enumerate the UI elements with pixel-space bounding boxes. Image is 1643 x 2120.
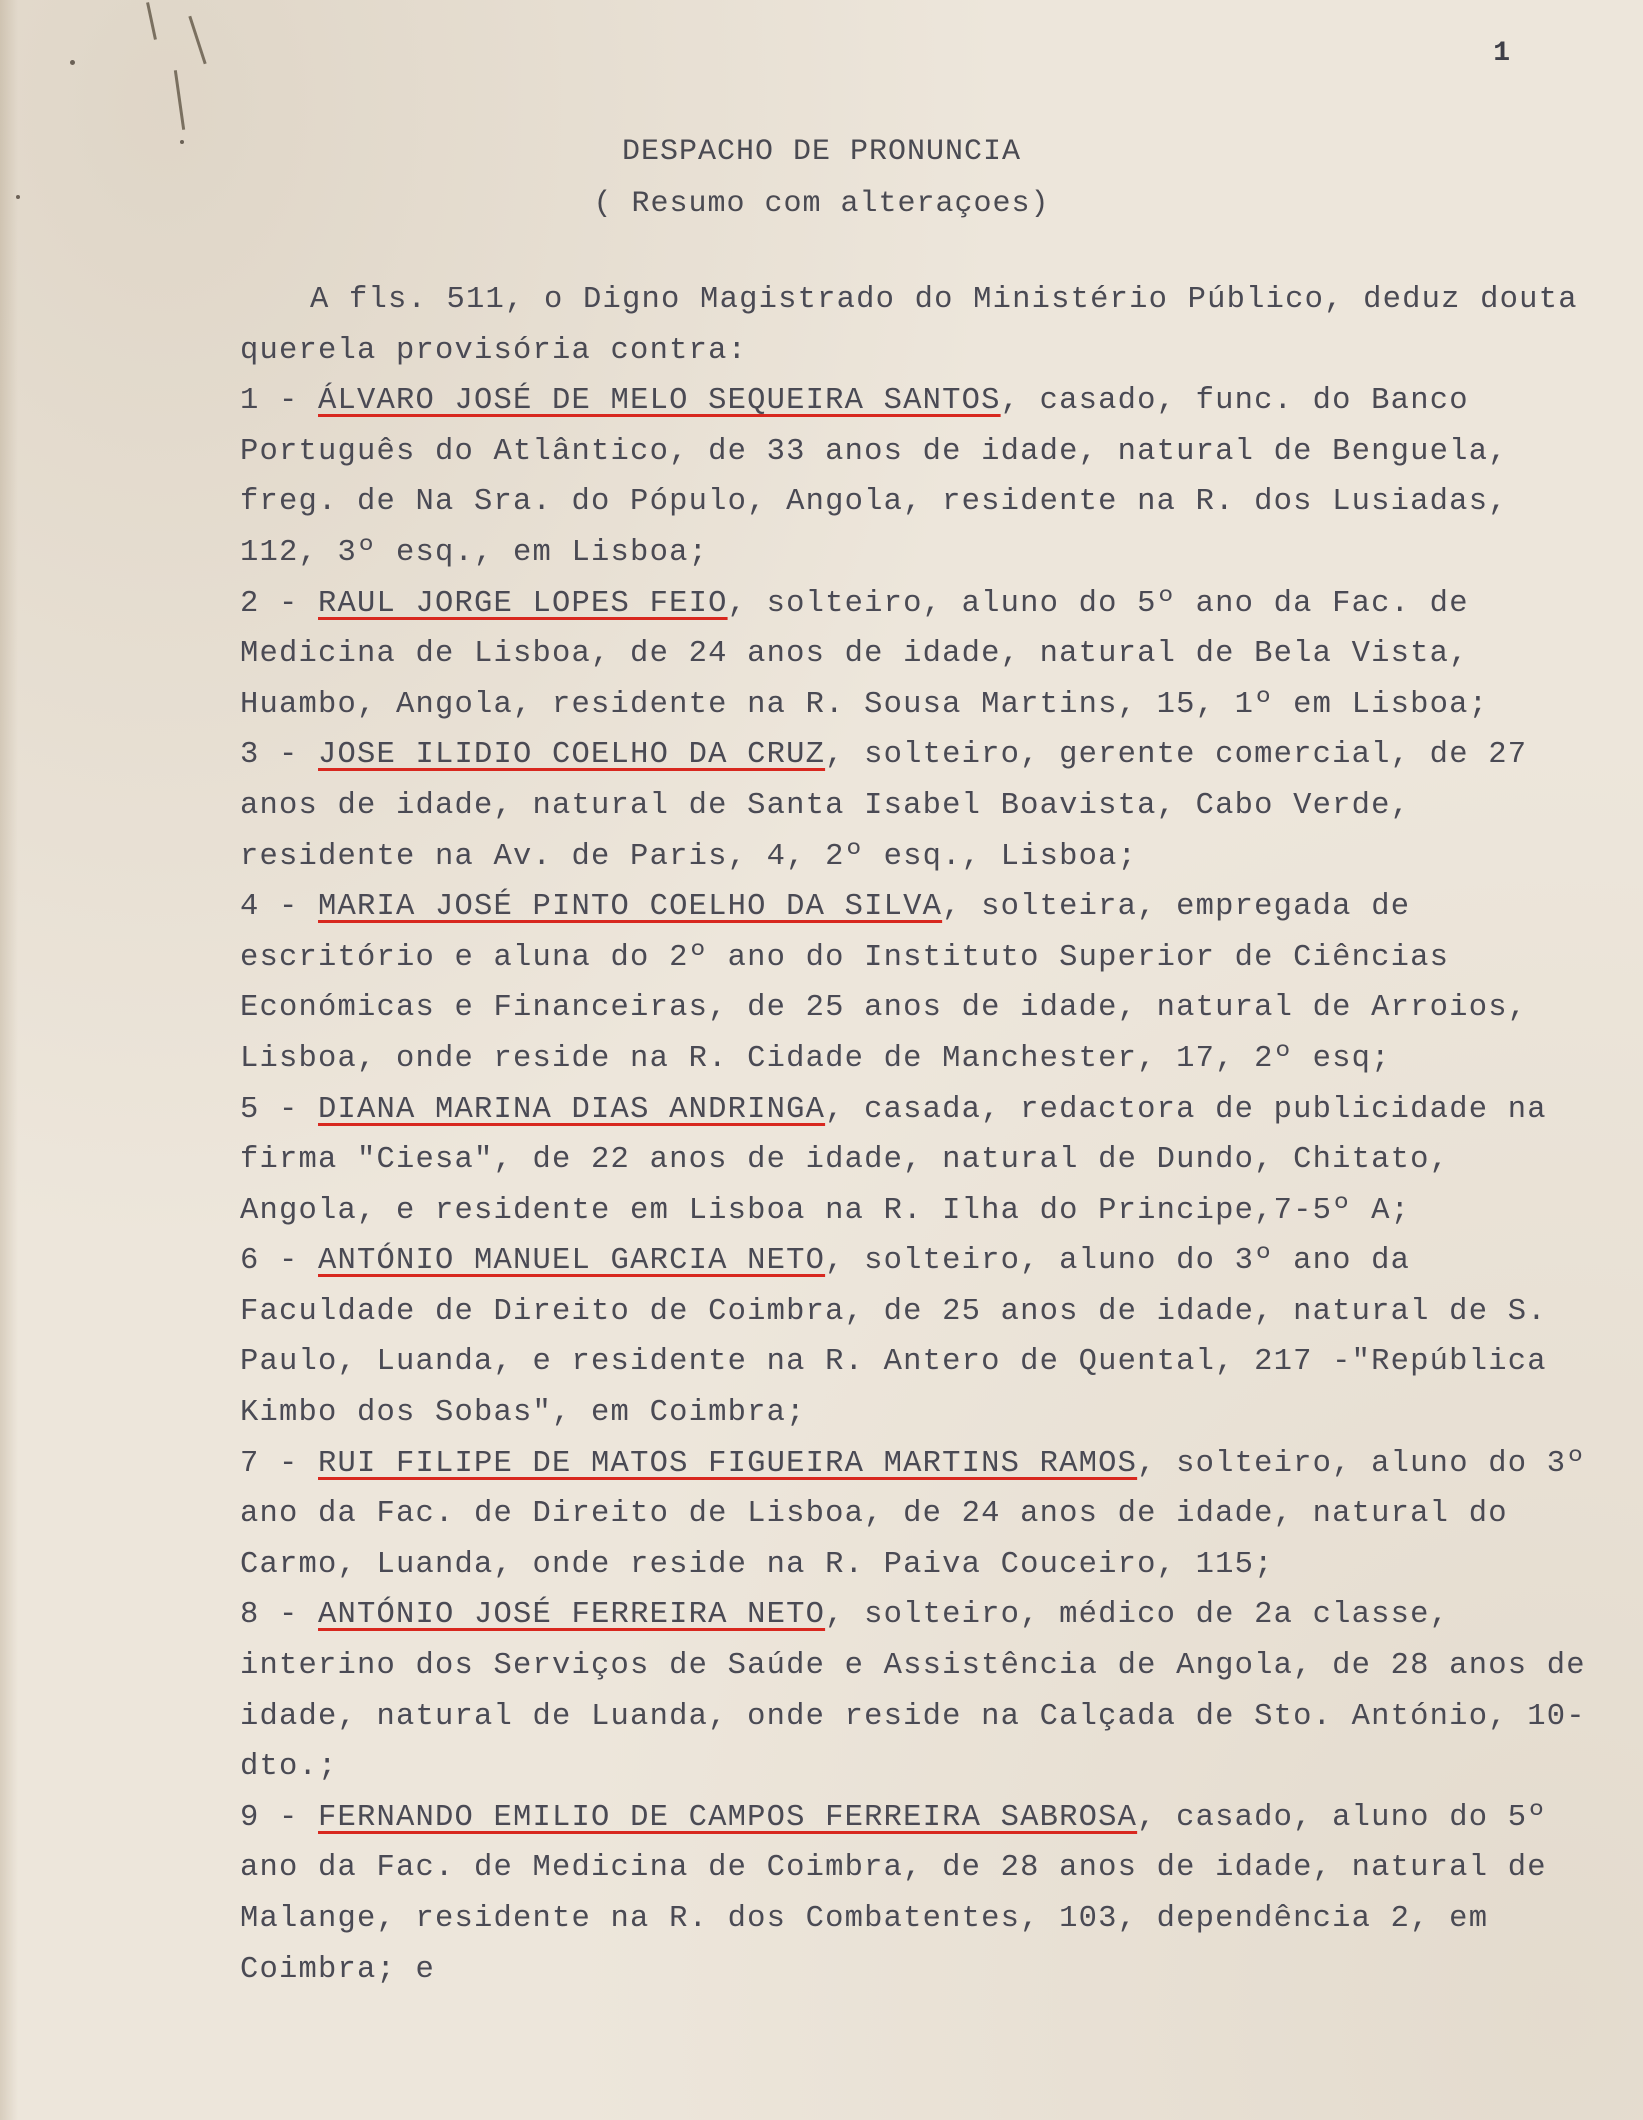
intro-paragraph: A fls. 511, o Digno Magistrado do Ministério Público, deduz douta querela provisória contra:: [240, 283, 1578, 368]
defendant-name: RUI FILIPE DE MATOS FIGUEIRA MARTINS RAMOS: [318, 1446, 1138, 1481]
defendant-details: , solteiro, gerente comercial, de 27 anos de idade, natural de Santa Isabel Boavista, Cabo Verde, residente na Av. de Paris, 4, 2º esq., Lisboa;: [240, 738, 1528, 874]
defendant-name: ANTÓNIO JOSÉ FERREIRA NETO: [318, 1598, 826, 1633]
entry-number: 1 -: [240, 384, 319, 419]
defendant-details: , solteiro, aluno do 5º ano da Fac. de Medicina de Lisboa, de 24 anos de idade, natural de Bela Vista, Huambo, Angola, residente na R. Sousa Martins, 15, 1º em Lisboa;: [240, 586, 1489, 722]
ink-speck: [70, 60, 75, 65]
pencil-mark: [188, 16, 206, 64]
defendant-details: , casada, redactora de publicidade na firma "Ciesa", de 22 anos de idade, natural de Dundo, Chitato, Angola, e residente em Lisboa na R. Ilha do Principe,7-5º A;: [240, 1092, 1547, 1228]
entry-number: 3 -: [240, 738, 319, 773]
document-body: [240, 275, 1590, 1995]
defendant-name: DIANA MARINA DIAS ANDRINGA: [318, 1092, 826, 1127]
entry-number: 2 -: [240, 586, 319, 621]
defendant-details: , solteiro, médico de 2a classe, interino dos Serviços de Saúde e Assistência de Angola, de 28 anos de idade, natural de Luanda, onde reside na Calçada de Sto. António, 10-dto.;: [240, 1598, 1586, 1785]
document-header: [0, 126, 1643, 230]
defendant-entry-3: [240, 730, 1590, 882]
entry-number: 6 -: [240, 1244, 319, 1279]
defendant-entry-2: [240, 579, 1590, 731]
defendant-entry-1: [240, 376, 1590, 578]
defendant-name: JOSE ILIDIO COELHO DA CRUZ: [318, 738, 826, 773]
defendant-details: , solteira, empregada de escritório e aluna do 2º ano do Instituto Superior de Ciências Económicas e Financeiras, de 25 anos de idade, natural de Arroios, Lisboa, onde reside na R. Cidade de Manchester, 17, 2º esq;: [240, 890, 1528, 1076]
defendant-entry-8: [240, 1590, 1590, 1792]
defendant-name: FERNANDO EMILIO DE CAMPOS FERREIRA SABROSA: [318, 1800, 1138, 1835]
defendant-name: RAUL JORGE LOPES FEIO: [318, 586, 728, 621]
defendant-entry-6: [240, 1236, 1590, 1438]
defendant-name: MARIA JOSÉ PINTO COELHO DA SILVA: [318, 890, 943, 925]
defendant-details: , solteiro, aluno do 3º ano da Faculdade de Direito de Coimbra, de 25 anos de idade, natural de S. Paulo, Luanda, e residente na R. Antero de Quental, 217 -"República Kimbo dos Sobas", em Coimbra;: [240, 1244, 1547, 1431]
document-title: DESPACHO DE PRONUNCIA: [621, 135, 1022, 169]
defendant-details: , solteiro, aluno do 3º ano da Fac. de Direito de Lisboa, de 24 anos de idade, natural do Carmo, Luanda, onde reside na R. Paiva Couceiro, 115;: [240, 1446, 1586, 1582]
defendant-details: , casado, func. do Banco Português do Atlântico, de 33 anos de idade, natural de Benguela, freg. de Na Sra. do Pópulo, Angola, residente na R. dos Lusiadas, 112, 3º esq., em Lisboa;: [240, 384, 1508, 570]
entry-number: 5 -: [240, 1092, 319, 1127]
defendant-entry-9: [240, 1793, 1590, 1995]
entry-number: 9 -: [240, 1800, 319, 1835]
document-subtitle: ( Resumo com alteraçoes): [593, 187, 1050, 221]
page-number: 1: [1493, 38, 1510, 69]
pencil-mark: [174, 70, 185, 130]
entry-number: 4 -: [240, 890, 319, 925]
defendant-entry-4: [240, 882, 1590, 1084]
defendant-entry-7: [240, 1439, 1590, 1591]
entry-number: 8 -: [240, 1598, 319, 1633]
defendant-name: ÁLVARO JOSÉ DE MELO SEQUEIRA SANTOS: [318, 384, 1001, 419]
defendant-details: , casado, aluno do 5º ano da Fac. de Medicina de Coimbra, de 28 anos de idade, natural de Malange, residente na R. dos Combatentes, 103, dependência 2, em Coimbra; e: [240, 1800, 1547, 1987]
pencil-mark: [146, 2, 157, 40]
defendant-name: ANTÓNIO MANUEL GARCIA NETO: [318, 1244, 826, 1279]
entry-number: 7 -: [240, 1446, 319, 1481]
defendant-entry-5: [240, 1085, 1590, 1237]
page-edge-shadow: [0, 0, 18, 2120]
